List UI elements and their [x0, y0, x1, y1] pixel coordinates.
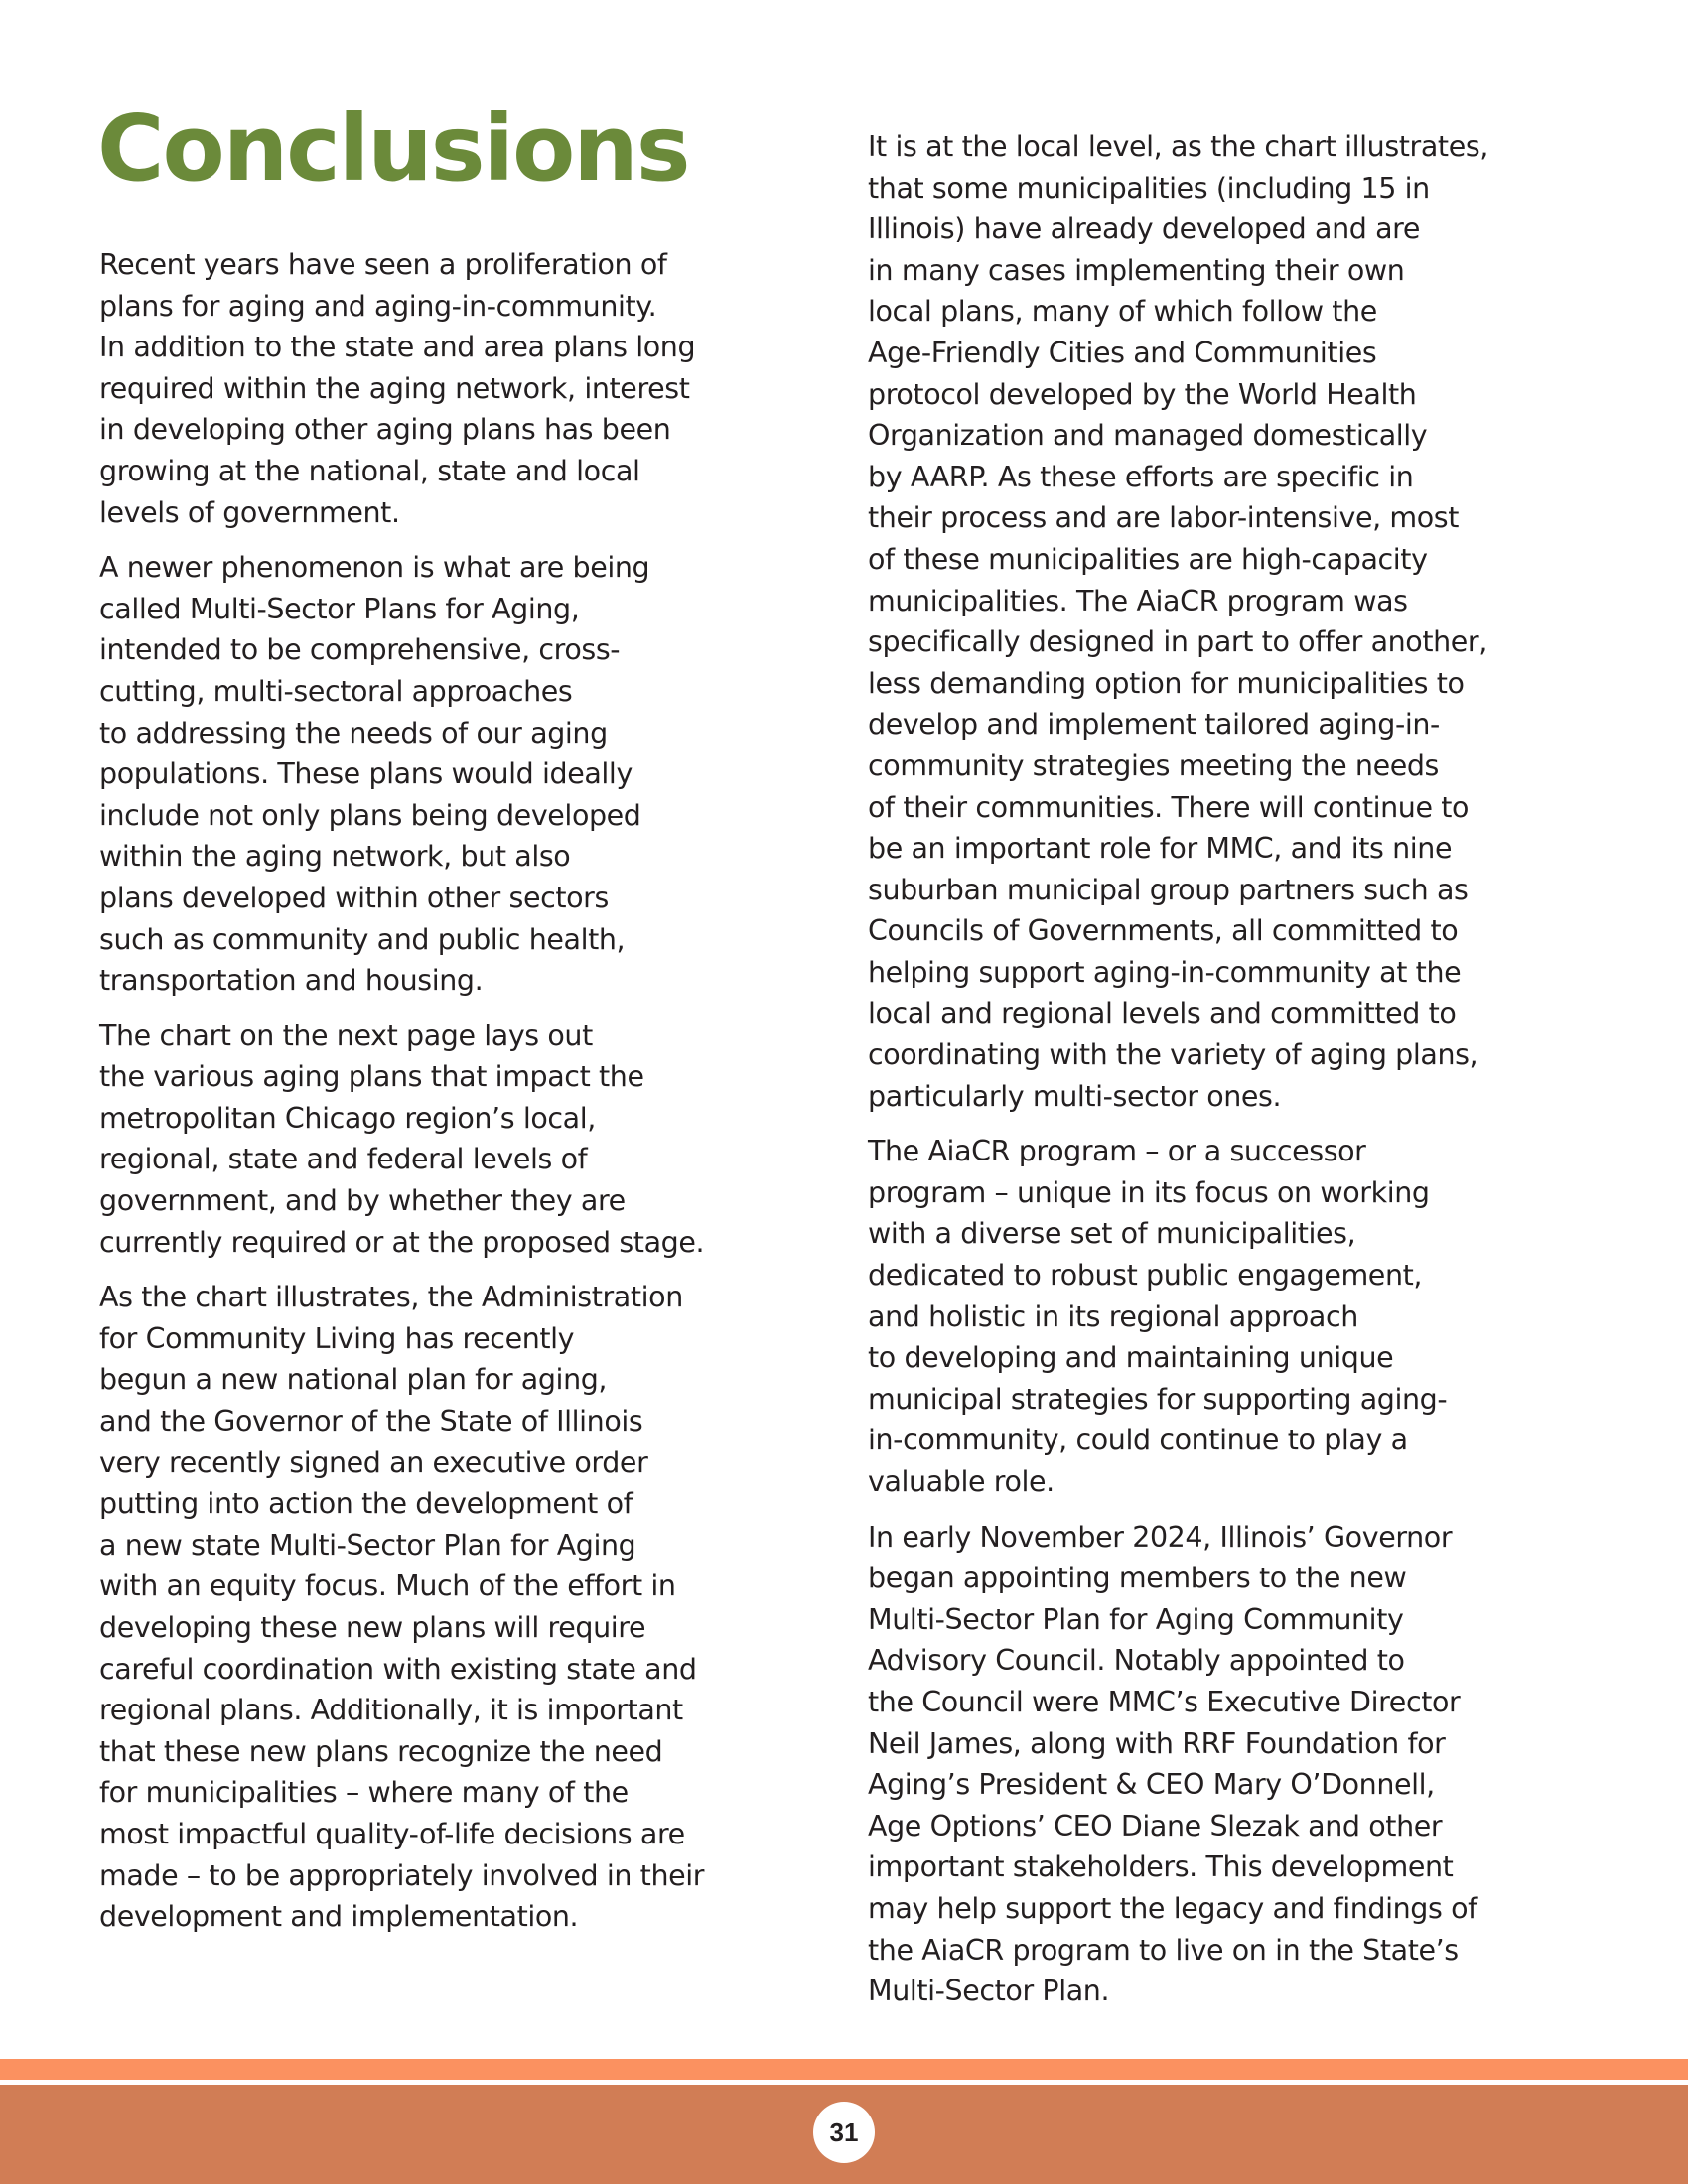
text-line: protocol developed by the World Health — [868, 377, 1417, 411]
text-line: cutting, multi-sectoral approaches — [99, 674, 573, 708]
text-line: by AARP. As these efforts are specific in — [868, 460, 1414, 493]
text-line: regional plans. Additionally, it is important — [99, 1694, 683, 1727]
page-title: Conclusions — [97, 95, 689, 202]
text-line: A newer phenomenon is what are being — [99, 551, 650, 585]
text-line: community strategies meeting the needs — [868, 749, 1439, 782]
text-line: for municipalities – where many of the — [99, 1776, 629, 1810]
text-line: transportation and housing. — [99, 964, 484, 998]
text-line: regional, state and federal levels of — [99, 1143, 588, 1176]
text-line: As the chart illustrates, the Administration — [99, 1281, 683, 1314]
text-line: valuable role. — [868, 1465, 1055, 1498]
paragraph — [868, 1517, 1622, 2012]
text-line: government, and by whether they are — [99, 1184, 626, 1218]
text-line: In addition to the state and area plans long — [99, 331, 696, 364]
text-line: the Council were MMC’s Executive Director — [868, 1685, 1461, 1718]
text-line: particularly multi-sector ones. — [868, 1079, 1282, 1113]
right-column — [868, 126, 1622, 2026]
text-line: and holistic in its regional approach — [868, 1299, 1358, 1333]
text-line: called Multi-Sector Plans for Aging, — [99, 592, 580, 625]
text-line: required within the aging network, interest — [99, 371, 690, 405]
text-line: Recent years have seen a proliferation of — [99, 248, 667, 281]
text-line: intended to be comprehensive, cross- — [99, 633, 621, 667]
text-line: The chart on the next page lays out — [99, 1019, 593, 1052]
paragraph — [868, 1131, 1622, 1502]
text-line: less demanding option for municipalities to — [868, 666, 1465, 700]
text-line: Age-Friendly Cities and Communities — [868, 336, 1377, 369]
paragraph — [99, 1277, 854, 1938]
left-column — [99, 244, 854, 1952]
text-line: specifically designed in part to offer another, — [868, 625, 1487, 659]
text-line: to developing and maintaining unique — [868, 1341, 1394, 1375]
text-line: such as community and public health, — [99, 922, 626, 956]
text-line: local plans, many of which follow the — [868, 295, 1377, 329]
text-line: Age Options’ CEO Diane Slezak and other — [868, 1809, 1443, 1843]
text-line: currently required or at the proposed stage. — [99, 1225, 705, 1259]
text-line: that some municipalities (including 15 in — [868, 171, 1430, 205]
text-line: plans developed within other sectors — [99, 881, 609, 914]
footer-accent-band — [0, 2059, 1688, 2080]
text-line: The AiaCR program – or a successor — [868, 1135, 1366, 1168]
text-line: of these municipalities are high-capacity — [868, 542, 1428, 576]
text-line: putting into action the development of — [99, 1487, 633, 1521]
text-line: Multi-Sector Plan. — [868, 1975, 1110, 2008]
text-line: develop and implement tailored aging-in- — [868, 708, 1440, 742]
text-line: begun a new national plan for aging, — [99, 1363, 608, 1397]
text-line: within the aging network, but also — [99, 840, 571, 874]
text-line: dedicated to robust public engagement, — [868, 1259, 1423, 1293]
text-line: began appointing members to the new — [868, 1562, 1407, 1595]
text-line: include not only plans being developed — [99, 798, 641, 832]
text-line: local and regional levels and committed to — [868, 997, 1457, 1030]
text-line: to addressing the needs of our aging — [99, 716, 608, 750]
text-line: helping support aging-in-community at the — [868, 955, 1462, 989]
text-line: and the Governor of the State of Illinois — [99, 1405, 643, 1438]
text-line: in-community, could continue to play a — [868, 1424, 1408, 1457]
text-line: municipal strategies for supporting aging- — [868, 1382, 1448, 1416]
text-line: In early November 2024, Illinois’ Governor — [868, 1520, 1453, 1554]
text-line: populations. These plans would ideally — [99, 757, 633, 791]
paragraph — [868, 126, 1622, 1117]
text-line: growing at the national, state and local — [99, 454, 640, 487]
text-line: program – unique in its focus on working — [868, 1175, 1430, 1209]
text-line: Councils of Governments, all committed to — [868, 914, 1459, 948]
text-line: Organization and managed domestically — [868, 419, 1428, 453]
text-line: metropolitan Chicago region’s local, — [99, 1101, 596, 1135]
text-line: development and implementation. — [99, 1900, 579, 1934]
text-line: the AiaCR program to live on in the State’s — [868, 1933, 1459, 1967]
text-line: may help support the legacy and findings of — [868, 1891, 1477, 1925]
text-line: that these new plans recognize the need — [99, 1734, 663, 1768]
page-number: 31 — [813, 2102, 875, 2163]
text-line: with an equity focus. Much of the effort in — [99, 1570, 676, 1603]
text-line: made – to be appropriately involved in their — [99, 1858, 705, 1892]
text-line: be an important role for MMC, and its nine — [868, 832, 1453, 866]
text-line: levels of government. — [99, 495, 400, 529]
text-line: very recently signed an executive order — [99, 1445, 648, 1479]
text-line: developing these new plans will require — [99, 1611, 646, 1644]
paragraph — [99, 547, 854, 1002]
text-line: in developing other aging plans has been — [99, 413, 671, 447]
text-line: most impactful quality-of-life decisions are — [99, 1817, 685, 1850]
text-line: careful coordination with existing state and — [99, 1652, 697, 1686]
text-line: in many cases implementing their own — [868, 253, 1405, 287]
text-line: a new state Multi-Sector Plan for Aging — [99, 1528, 636, 1562]
text-line: coordinating with the variety of aging plans, — [868, 1038, 1478, 1072]
text-line: It is at the local level, as the chart illustrates, — [868, 130, 1488, 163]
text-line: Illinois) have already developed and are — [868, 212, 1421, 246]
text-line: with a diverse set of municipalities, — [868, 1217, 1356, 1251]
text-line: the various aging plans that impact the — [99, 1060, 644, 1094]
text-line: plans for aging and aging-in-community. — [99, 289, 657, 323]
text-line: Neil James, along with RRF Foundation for — [868, 1726, 1446, 1760]
text-line: their process and are labor-intensive, most — [868, 501, 1460, 535]
text-line: Multi-Sector Plan for Aging Community — [868, 1602, 1404, 1636]
text-line: Aging’s President & CEO Mary O’Donnell, — [868, 1768, 1435, 1802]
text-line: for Community Living has recently — [99, 1321, 575, 1355]
text-line: important stakeholders. This development — [868, 1850, 1454, 1884]
paragraph — [99, 1016, 854, 1264]
text-line: Advisory Council. Notably appointed to — [868, 1644, 1405, 1678]
text-line: suburban municipal group partners such as — [868, 873, 1469, 906]
text-line: of their communities. There will continue to — [868, 790, 1470, 824]
paragraph — [99, 244, 854, 533]
text-line: municipalities. The AiaCR program was — [868, 584, 1408, 617]
